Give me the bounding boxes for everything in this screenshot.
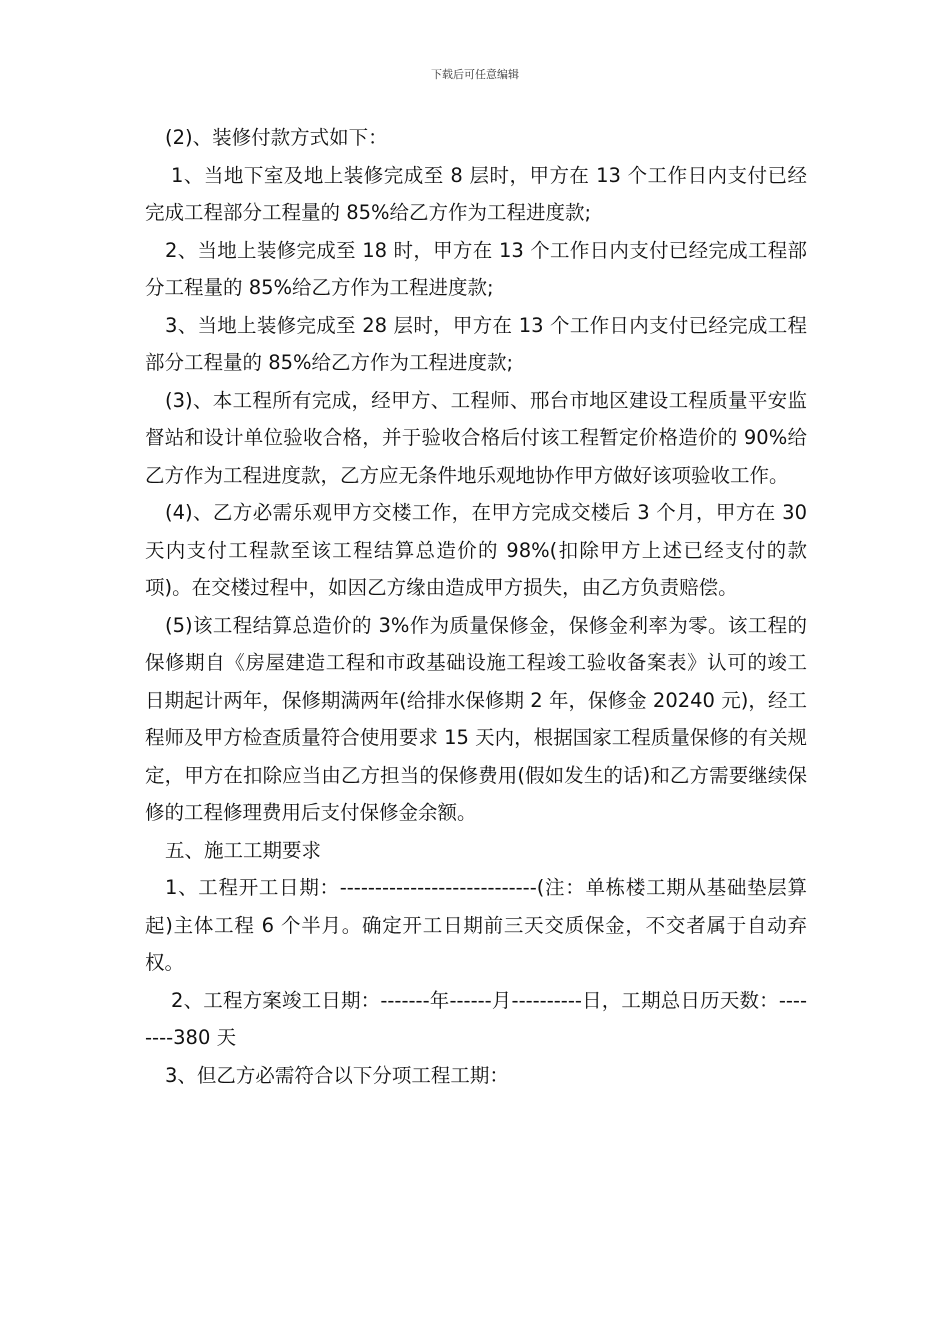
paragraph: 3、但乙方必需符合以下分项工程工期： bbox=[165, 1063, 509, 1087]
paragraph: 1、工程开工日期：----------------------------(注：单栋楼工期从基础垫层算起)主体工程 6 个半月。确定开工日期前三天交质保金，不交者属于自动弃权。 bbox=[145, 876, 807, 974]
paragraph: 2、当地上装修完成至 18 时，甲方在 13 个工作日内支付已经完成工程部分工程量的 85%给乙方作为工程进度款; bbox=[145, 238, 807, 299]
document-body bbox=[145, 119, 807, 1094]
paragraph: 1、当地下室及地上装修完成至 8 层时，甲方在 13 个工作日内支付已经完成工程部分工程量的 85%给乙方作为工程进度款; bbox=[145, 163, 807, 224]
paragraph: (5)该工程结算总造价的 3%作为质量保修金，保修金利率为零。该工程的保修期自《房屋建造工程和市政基础设施工程竣工验收备案表》认可的竣工日期起计两年，保修期满两年(给排水保修期 2 年，保修金 20240 元)，经工程师及甲方检查质量符合使用要求 15 天内，根据国家工程质量保修的有关规定，甲方在扣除应当由乙方担当的保修费用(假如发生的话)和乙方需要继续保修的工程修理费用后支付保修金余额。 bbox=[145, 613, 807, 824]
paragraph: 3、当地上装修完成至 28 层时，甲方在 13 个工作日内支付已经完成工程部分工程量的 85%给乙方作为工程进度款; bbox=[145, 313, 807, 374]
page-header: 下载后可任意编辑 bbox=[431, 68, 519, 81]
paragraph: 2、工程方案竣工日期：-------年------月----------日，工期总日历天数：--------380 天 bbox=[145, 988, 807, 1049]
paragraph: (3)、本工程所有完成，经甲方、工程师、邢台市地区建设工程质量平安监督站和设计单位验收合格，并于验收合格后付该工程暂定价格造价的 90%给乙方作为工程进度款，乙方应无条件地乐观地协作甲方做好该项验收工作。 bbox=[145, 388, 807, 487]
section-heading: 五、施工工期要求 bbox=[165, 838, 322, 862]
paragraph: (2)、装修付款方式如下： bbox=[165, 126, 388, 149]
paragraph: (4)、乙方必需乐观甲方交楼工作，在甲方完成交楼后 3 个月，甲方在 30 天内支付工程款至该工程结算总造价的 98%(扣除甲方上述已经支付的款项)。在交楼过程中，如因乙方缘由造成甲方损失，由乙方负责赔偿。 bbox=[145, 501, 807, 599]
